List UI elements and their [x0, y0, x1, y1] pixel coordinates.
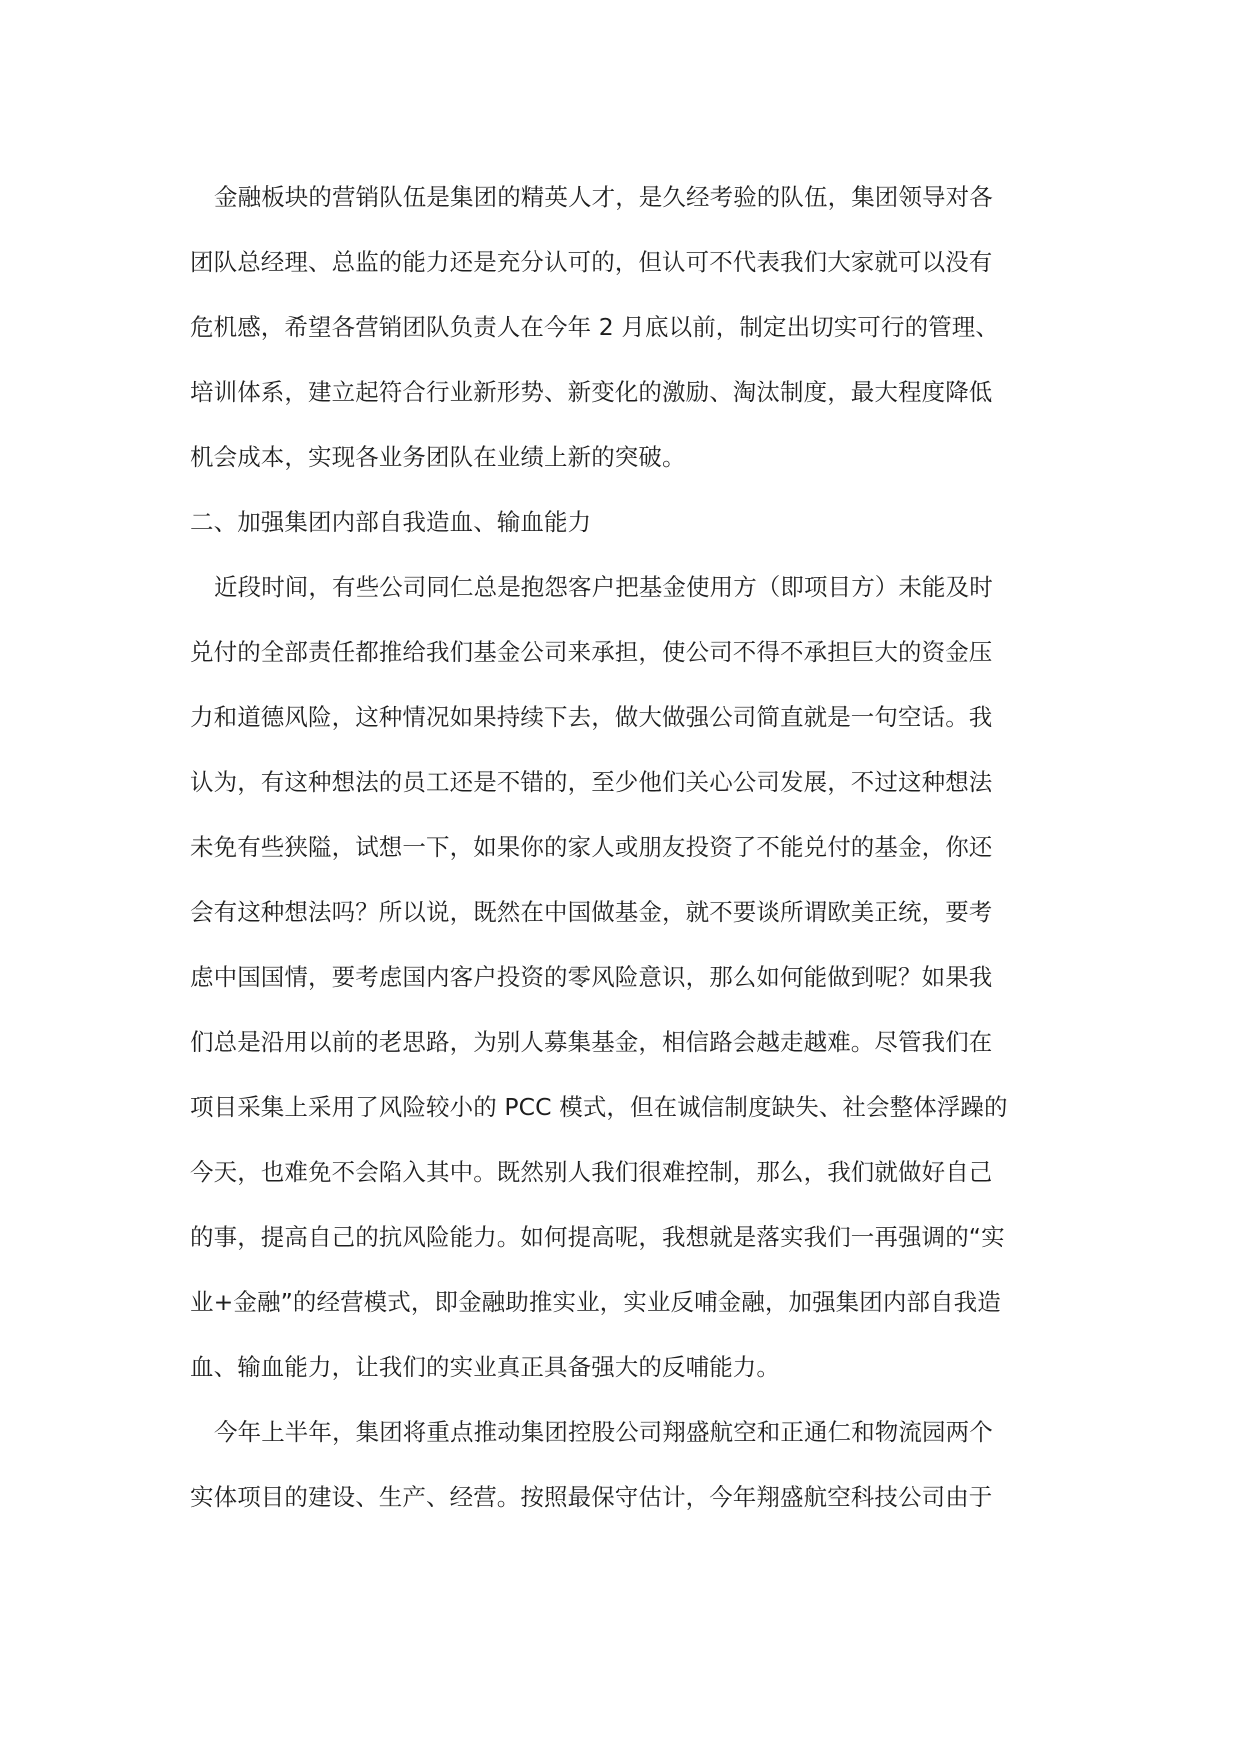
- paragraph-line: 虑中国国情，要考虑国内客户投资的零风险意识，那么如何能做到呢？如果我: [190, 963, 993, 991]
- document-body: [190, 165, 1070, 1530]
- paragraph-line: 业+金融”的经营模式，即金融助推实业，实业反哺金融，加强集团内部自我造: [190, 1288, 1001, 1316]
- paragraph-line: 们总是沿用以前的老思路，为别人募集基金，相信路会越走越难。尽管我们在: [190, 1028, 993, 1056]
- paragraph-line: 的事，提高自己的抗风险能力。如何提高呢，我想就是落实我们一再强调的“实: [190, 1223, 1005, 1251]
- paragraph-line: 项目采集上采用了风险较小的 PCC 模式，但在诚信制度缺失、社会整体浮躁的: [190, 1093, 1008, 1121]
- paragraph-line: 会有这种想法吗？所以说，既然在中国做基金，就不要谈所谓欧美正统，要考: [190, 898, 993, 926]
- paragraph-3: [190, 1400, 1070, 1530]
- paragraph-line: 血、输血能力，让我们的实业真正具备强大的反哺能力。: [190, 1353, 780, 1381]
- paragraph-line: 近段时间，有些公司同仁总是抱怨客户把基金使用方（即项目方）未能及时: [214, 573, 993, 601]
- paragraph-2: [190, 555, 1070, 1400]
- paragraph-line: 认为，有这种想法的员工还是不错的，至少他们关心公司发展，不过这种想法: [190, 768, 993, 796]
- paragraph-1: [190, 165, 1070, 490]
- paragraph-line: 今天，也难免不会陷入其中。既然别人我们很难控制，那么，我们就做好自己: [190, 1158, 993, 1186]
- section-heading-text: 二、加强集团内部自我造血、输血能力: [190, 508, 592, 536]
- paragraph-line: 实体项目的建设、生产、经营。按照最保守估计，今年翔盛航空科技公司由于: [190, 1483, 993, 1511]
- paragraph-line: 兑付的全部责任都推给我们基金公司来承担，使公司不得不承担巨大的资金压: [190, 638, 993, 666]
- paragraph-line: 培训体系，建立起符合行业新形势、新变化的激励、淘汰制度，最大程度降低: [190, 378, 993, 406]
- section-heading: [190, 490, 1070, 555]
- paragraph-line: 力和道德风险，这种情况如果持续下去，做大做强公司简直就是一句空话。我: [190, 703, 993, 731]
- paragraph-line: 机会成本，实现各业务团队在业绩上新的突破。: [190, 443, 686, 471]
- paragraph-line: 危机感，希望各营销团队负责人在今年 2 月底以前，制定出切实可行的管理、: [190, 313, 999, 341]
- paragraph-line: 团队总经理、总监的能力还是充分认可的，但认可不代表我们大家就可以没有: [190, 248, 993, 276]
- paragraph-line: 今年上半年，集团将重点推动集团控股公司翔盛航空和正通仁和物流园两个: [214, 1418, 993, 1446]
- paragraph-line: 未免有些狭隘，试想一下，如果你的家人或朋友投资了不能兑付的基金，你还: [190, 833, 993, 861]
- paragraph-line: 金融板块的营销队伍是集团的精英人才，是久经考验的队伍，集团领导对各: [214, 183, 993, 211]
